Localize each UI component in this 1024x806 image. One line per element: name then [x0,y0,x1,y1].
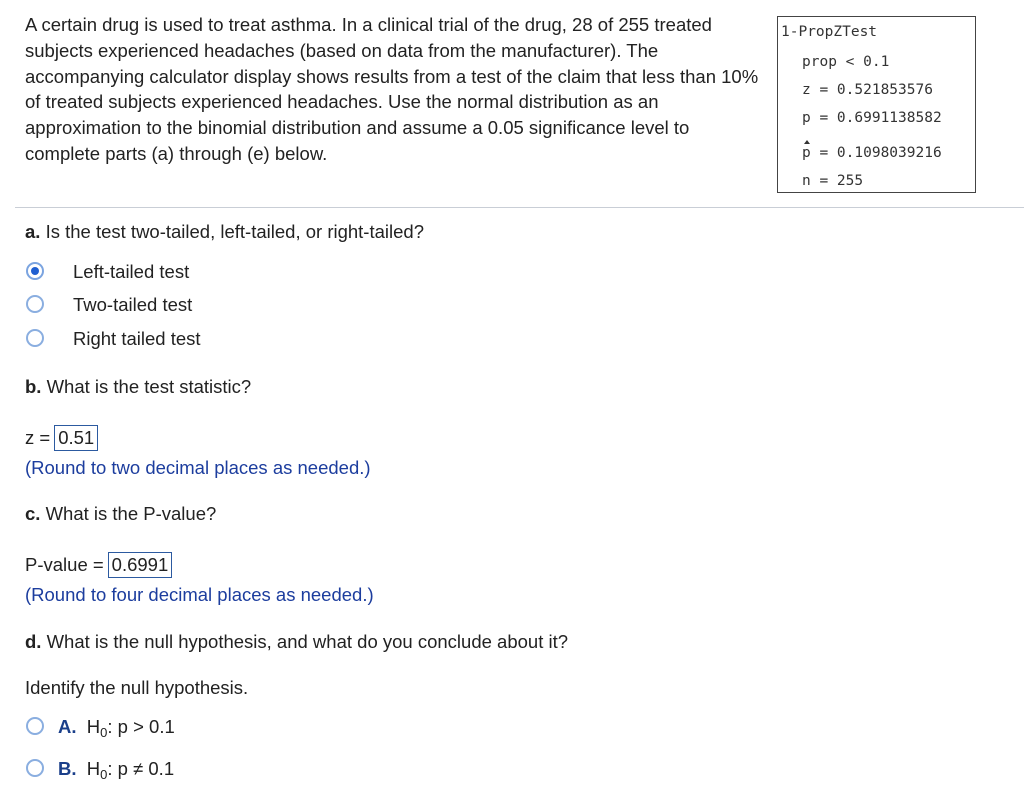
question-d [25,631,568,653]
hyp-sub: 0 [100,725,108,740]
calc-title: 1-PropZTest [781,24,878,40]
calc-phat-symbol: p [802,145,811,161]
option-A-label [58,716,175,740]
question-a [25,221,424,243]
p-value-input[interactable]: 0.6991 [108,552,173,578]
question-a-letter: a. [25,221,41,242]
option-letter: A. [58,716,77,737]
radio-icon[interactable] [26,295,44,313]
question-b-letter: b. [25,376,42,397]
hyp-h: H [86,716,101,737]
identify-null-text: Identify the null hypothesis. [25,677,249,698]
question-d-letter: d. [25,631,42,652]
option-B-label [58,758,174,782]
question-c-text: What is the P-value? [40,503,217,524]
question-c [25,503,216,525]
question-b-text: What is the test statistic? [41,376,252,397]
section-divider [15,207,1024,208]
option-label: Left-tailed test [73,261,190,282]
calc-n: n = 255 [802,173,864,189]
answer-c-prefix: P-value = [25,554,104,575]
hint-b: (Round to two decimal places as needed.) [25,457,371,478]
hyp-rest: : p ≠ 0.1 [107,758,175,779]
hyp-rest: : p > 0.1 [107,716,175,737]
question-a-text: Is the test two-tailed, left-tailed, or right-tailed? [40,221,424,242]
calc-phat [802,145,942,161]
calc-prop: prop < 0.1 [802,54,890,70]
answer-b-line [25,425,98,451]
calc-p: p = 0.6991138582 [802,110,942,126]
option-label: Two-tailed test [73,294,193,315]
answer-b-prefix: z = [25,427,51,448]
hyp-sub: 0 [100,767,108,782]
question-c-letter: c. [25,503,41,524]
radio-icon[interactable] [26,329,44,347]
calc-phat-value: = 0.1098039216 [810,145,942,161]
question-d-text: What is the null hypothesis, and what do you conclude about it? [41,631,569,652]
problem-statement: A certain drug is used to treat asthma. In a clinical trial of the drug, 28 of 255 treated subjects experienced headaches (based on data from the manufacturer). The accompanying calculator display shows results from a test of the claim that less than 10% of treated subjects experienced headaches. Use the normal distribution as an approximation to the binomial distribution and assume a 0.05 significance level to complete parts (a) through (e) below. [25,14,759,164]
calculator-display [777,16,976,193]
radio-icon[interactable] [26,717,44,735]
radio-selected-icon[interactable] [26,262,44,280]
answer-c-line [25,552,172,578]
calc-z: z = 0.521853576 [802,82,933,98]
hint-c: (Round to four decimal places as needed.) [25,584,374,605]
hyp-h: H [86,758,101,779]
radio-icon[interactable] [26,759,44,777]
test-statistic-input[interactable]: 0.51 [54,425,98,451]
option-label: Right tailed test [73,328,201,349]
question-b [25,376,251,398]
option-letter: B. [58,758,77,779]
